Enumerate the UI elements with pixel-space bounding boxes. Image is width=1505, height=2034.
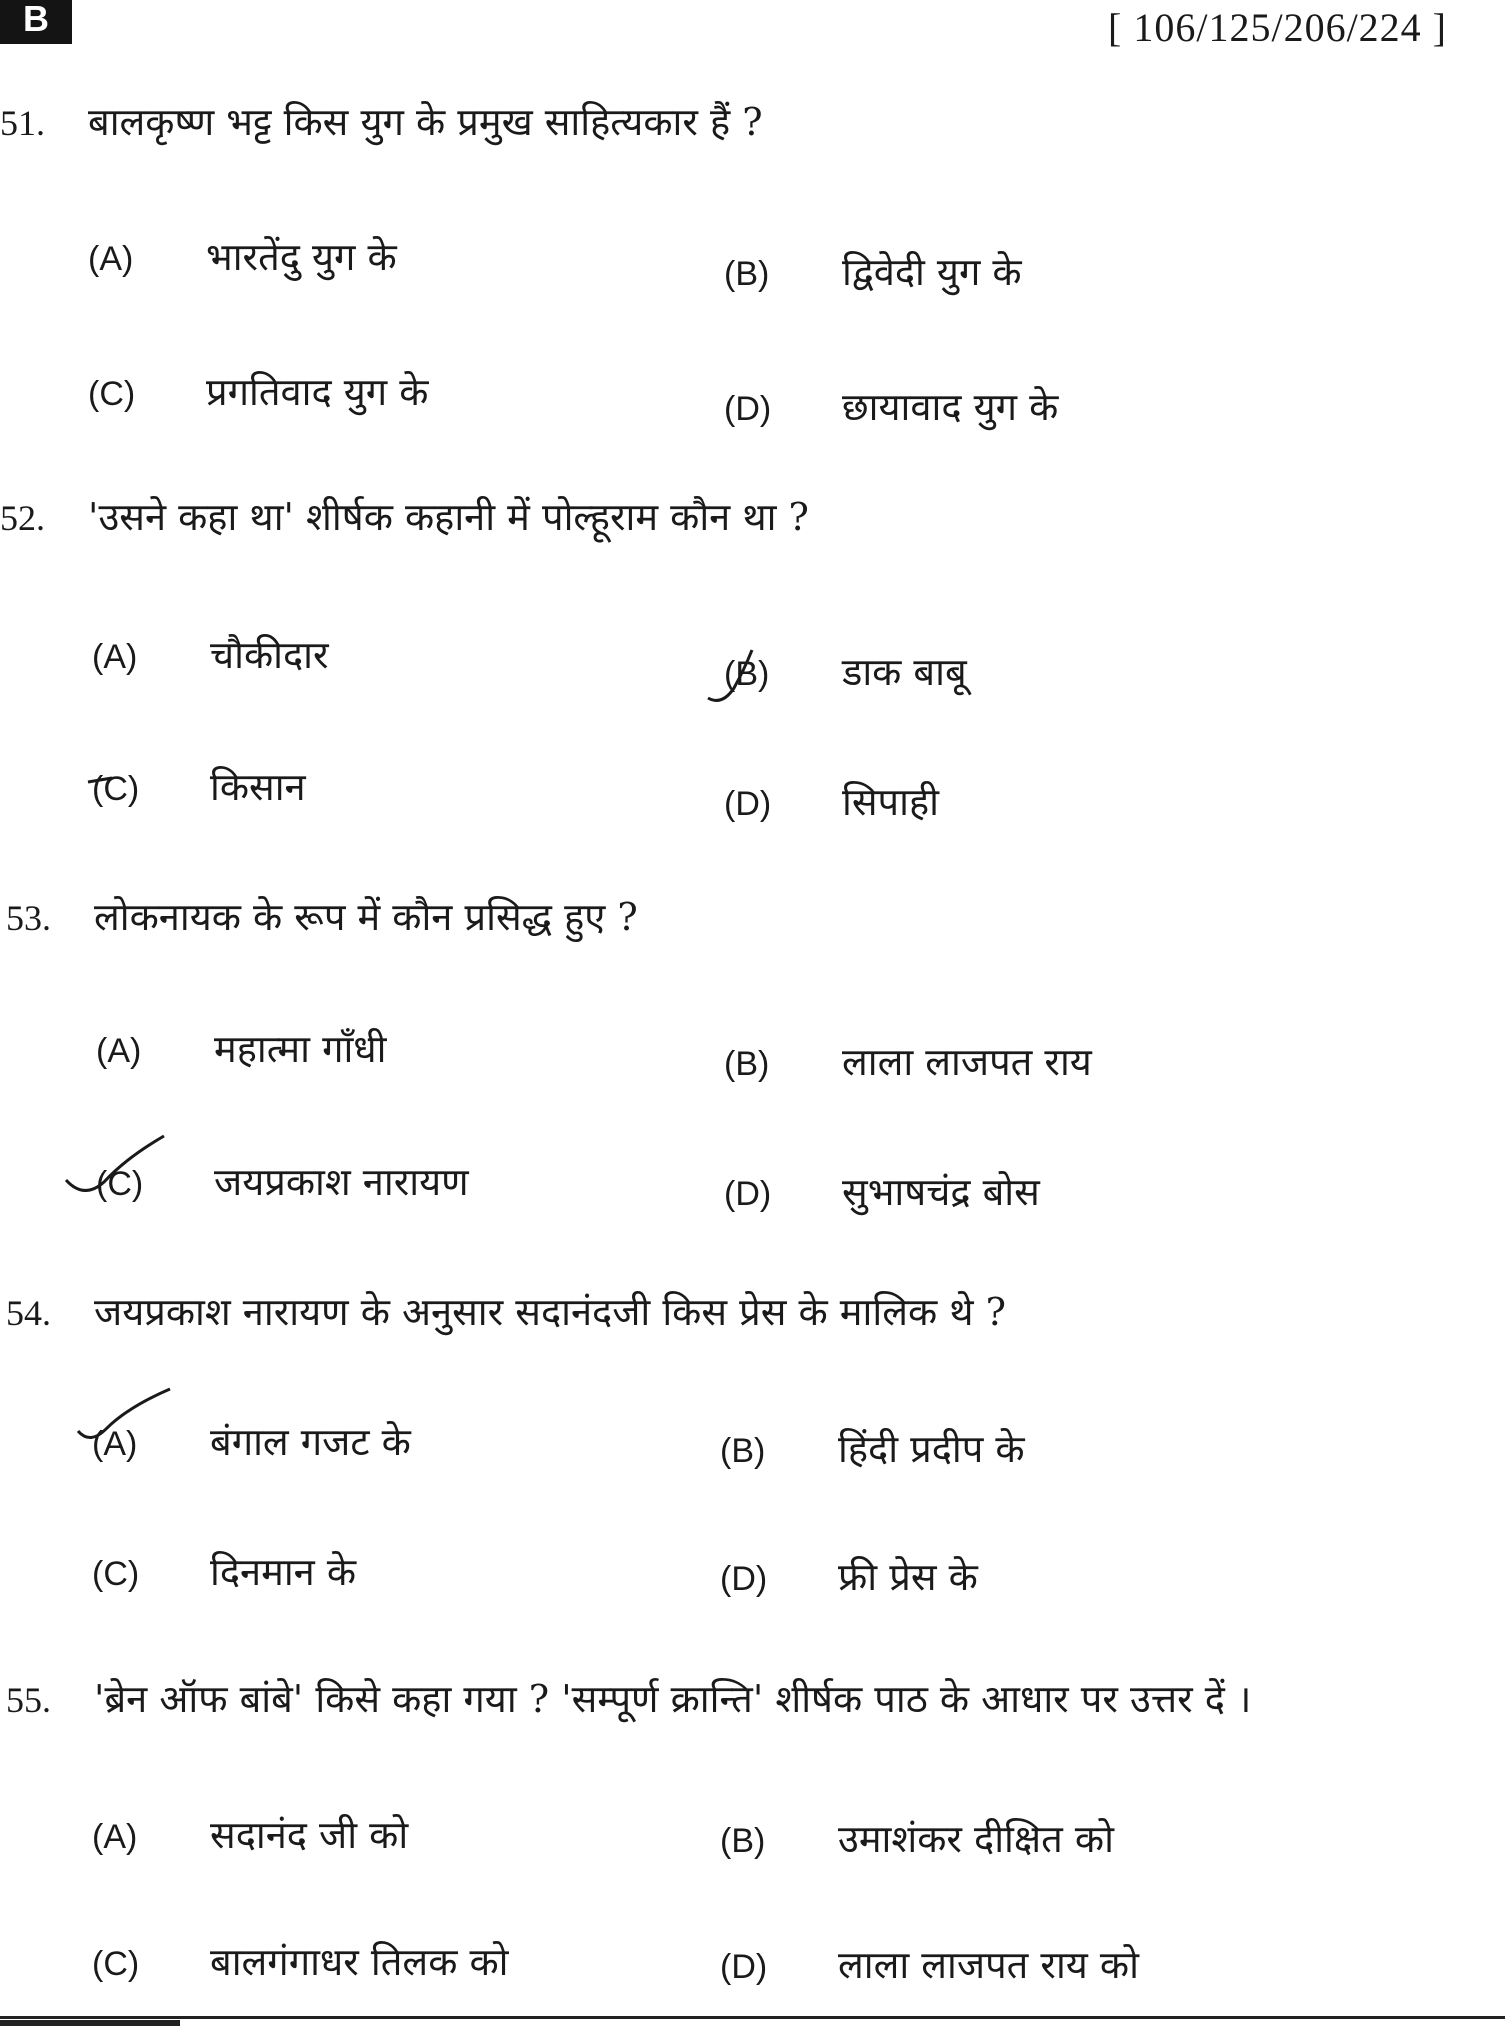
- question-text: [0, 490, 809, 542]
- option-letter: (D): [724, 390, 772, 428]
- option-text: चौकीदार: [210, 633, 329, 677]
- bottom-divider-accent: [0, 2020, 180, 2026]
- question-text: [6, 1285, 1006, 1337]
- option-text: किसान: [210, 765, 306, 809]
- option-text: छायावाद युग के: [842, 385, 1059, 429]
- option-text: हिंदी प्रदीप के: [838, 1427, 1025, 1471]
- option-letter: (A): [92, 1425, 138, 1463]
- option-letter: (D): [720, 1948, 768, 1986]
- option-51-a[interactable]: [88, 230, 397, 282]
- question-number: 52.: [0, 498, 45, 538]
- option-52-b[interactable]: [724, 645, 967, 697]
- option-text: उमाशंकर दीक्षित को: [838, 1817, 1114, 1861]
- option-text: द्विवेदी युग के: [842, 250, 1022, 294]
- option-text: लाला लाजपत राय: [842, 1040, 1092, 1084]
- question-text: [6, 1672, 1251, 1724]
- option-51-b[interactable]: [724, 245, 1022, 297]
- question-stem: बालकृष्ण भट्ट किस युग के प्रमुख साहित्यकार हैं ?: [88, 100, 763, 144]
- question-number: 54.: [6, 1293, 51, 1333]
- question-number: 53.: [6, 898, 51, 938]
- option-text: दिनमान के: [210, 1550, 357, 1594]
- option-letter: (C): [96, 1165, 144, 1203]
- option-letter: (C): [92, 1945, 140, 1983]
- option-53-c[interactable]: [96, 1155, 469, 1207]
- option-text: जयप्रकाश नारायण: [214, 1160, 469, 1204]
- option-letter: (C): [92, 1555, 140, 1593]
- option-55-c[interactable]: [92, 1935, 508, 1987]
- option-55-a[interactable]: [92, 1808, 408, 1860]
- option-55-b[interactable]: [720, 1812, 1114, 1864]
- option-text: बालगंगाधर तिलक को: [210, 1940, 509, 1984]
- option-text: सिपाही: [842, 780, 939, 824]
- question-text: [6, 890, 638, 942]
- option-text: डाक बाबू: [842, 650, 967, 694]
- option-54-d[interactable]: [720, 1550, 978, 1602]
- option-text: सुभाषचंद्र बोस: [842, 1170, 1040, 1214]
- option-letter: (A): [92, 638, 138, 676]
- option-letter: (C): [92, 770, 140, 808]
- option-letter: (B): [720, 1432, 766, 1470]
- option-text: भारतेंदु युग के: [206, 235, 397, 279]
- option-letter: (A): [88, 240, 134, 278]
- option-51-d[interactable]: [724, 380, 1058, 432]
- option-text: सदानंद जी को: [210, 1813, 409, 1857]
- question-number: 51.: [0, 103, 45, 143]
- option-54-c[interactable]: [92, 1545, 356, 1597]
- option-52-c[interactable]: [92, 760, 306, 812]
- option-53-d[interactable]: [724, 1165, 1040, 1217]
- option-letter: (A): [92, 1818, 138, 1856]
- question-stem: लोकनायक के रूप में कौन प्रसिद्ध हुए ?: [94, 895, 638, 939]
- option-text: लाला लाजपत राय को: [838, 1943, 1139, 1987]
- question-text: [0, 95, 763, 147]
- bottom-divider: [0, 2016, 1505, 2019]
- option-54-b[interactable]: [720, 1422, 1025, 1474]
- set-code: [ 106/125/206/224 ]: [1108, 5, 1447, 50]
- option-53-b[interactable]: [724, 1035, 1092, 1087]
- option-text: फ्री प्रेस के: [838, 1555, 978, 1599]
- option-52-a[interactable]: [92, 628, 329, 680]
- option-text: प्रगतिवाद युग के: [206, 370, 429, 414]
- option-letter: (A): [96, 1032, 142, 1070]
- option-text: महात्मा गाँधी: [214, 1027, 387, 1071]
- question-number: 55.: [6, 1680, 51, 1720]
- section-badge: B: [0, 0, 72, 44]
- option-letter: (C): [88, 375, 136, 413]
- option-letter: (B): [724, 255, 770, 293]
- option-letter: (B): [720, 1822, 766, 1860]
- option-letter: (D): [724, 785, 772, 823]
- question-stem: जयप्रकाश नारायण के अनुसार सदानंदजी किस प्रेस के मालिक थे ?: [94, 1290, 1006, 1334]
- option-letter: (B): [724, 1045, 770, 1083]
- option-54-a[interactable]: [92, 1415, 411, 1467]
- option-letter: (B): [724, 655, 770, 693]
- option-letter: (D): [720, 1560, 768, 1598]
- option-51-c[interactable]: [88, 365, 428, 417]
- option-letter: (D): [724, 1175, 772, 1213]
- option-text: बंगाल गजट के: [210, 1420, 411, 1464]
- option-53-a[interactable]: [96, 1022, 387, 1074]
- question-stem: 'उसने कहा था' शीर्षक कहानी में पोल्हूराम कौन था ?: [88, 495, 809, 539]
- option-52-d[interactable]: [724, 775, 939, 827]
- option-55-d[interactable]: [720, 1938, 1139, 1990]
- question-stem: 'ब्रेन ऑफ बांबे' किसे कहा गया ? 'सम्पूर्ण क्रान्ति' शीर्षक पाठ के आधार पर उत्तर दें ।: [94, 1677, 1252, 1721]
